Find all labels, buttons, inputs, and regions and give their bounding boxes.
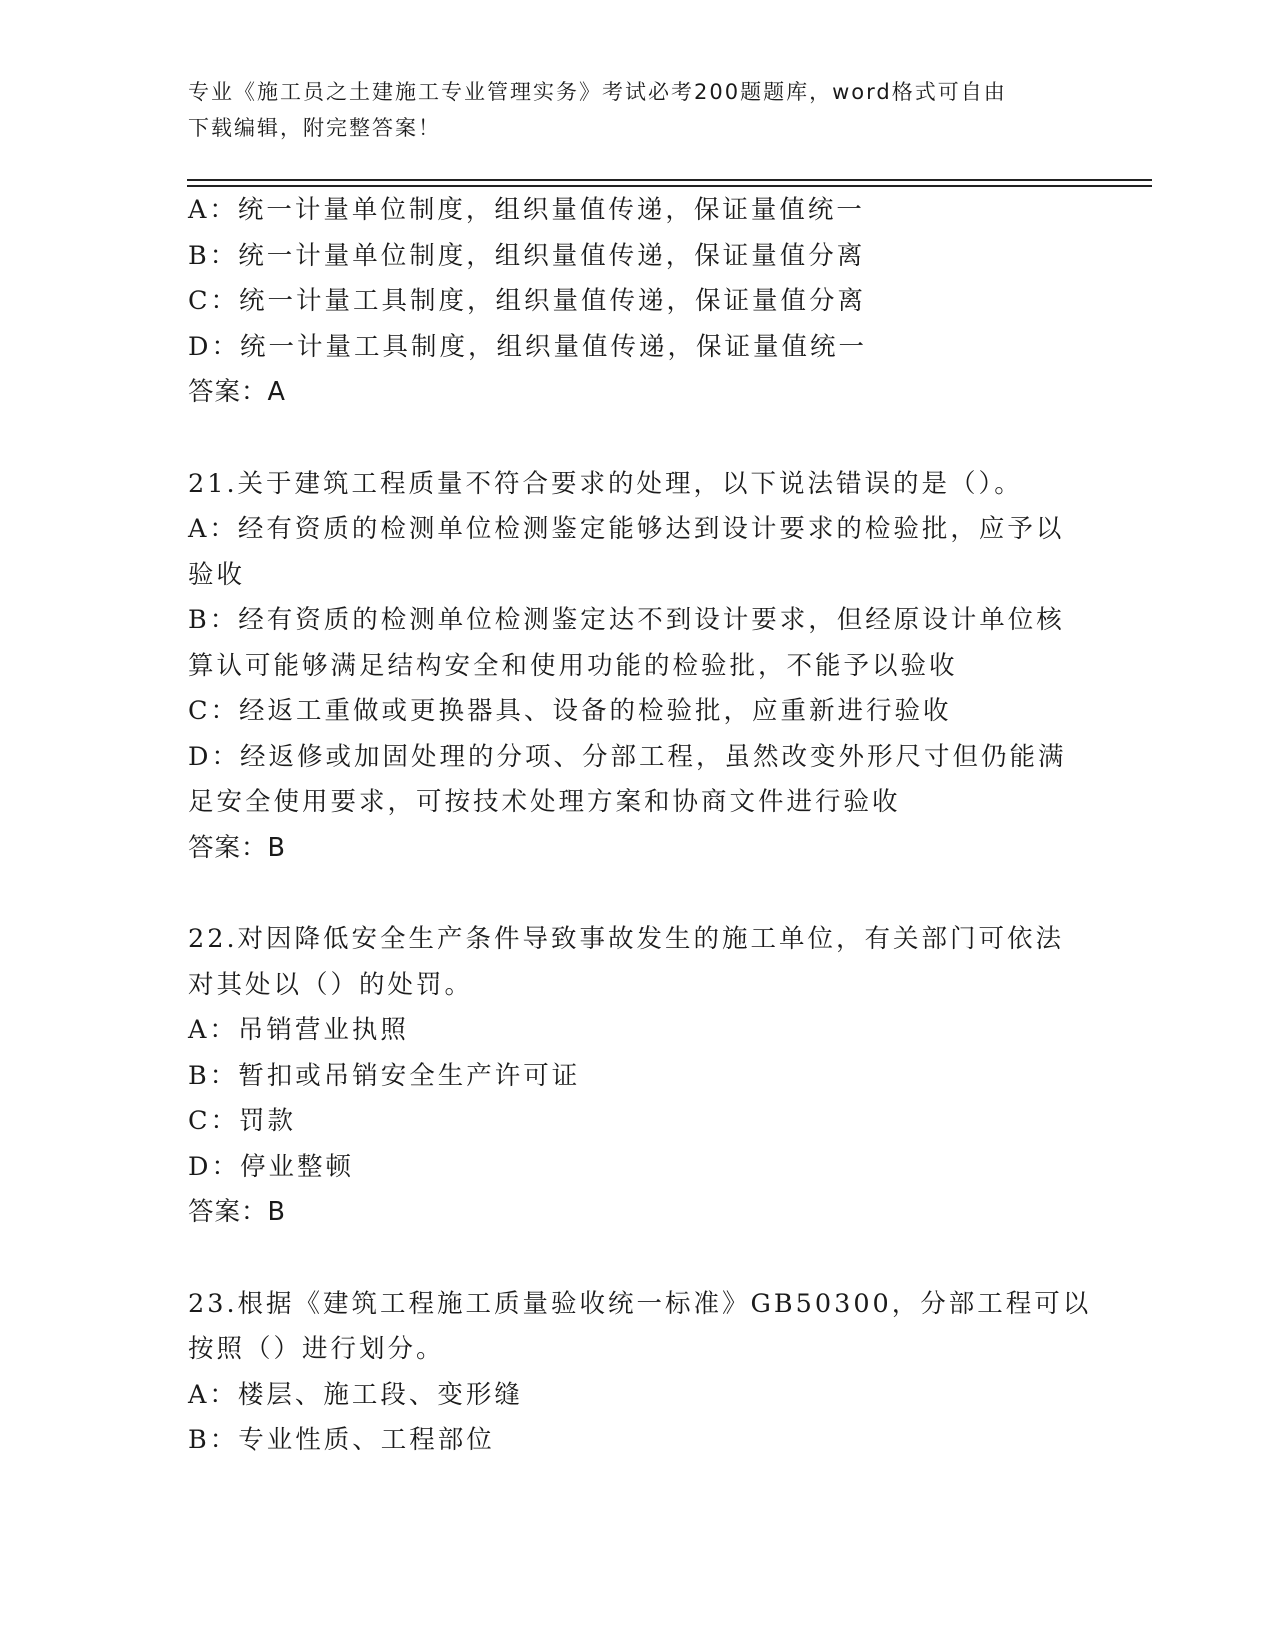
option-a: A：统一计量单位制度，组织量值传递，保证量值统一 xyxy=(188,195,865,225)
option-d: D：经返修或加固处理的分项、分部工程，虽然改变外形尺寸但仍能满 xyxy=(188,741,1067,772)
option-a: A：吊销营业执照 xyxy=(188,1015,409,1045)
question-content xyxy=(188,188,1092,1464)
option-c: C：罚款 xyxy=(188,1106,297,1136)
header-line-2: 下载编辑，附完整答案！ xyxy=(188,116,441,140)
option-b: B：暂扣或吊销安全生产许可证 xyxy=(188,1060,581,1091)
question-20-block xyxy=(188,188,1088,416)
question-text-continued: 对其处以（）的处罚。 xyxy=(188,969,474,1000)
question-21-block xyxy=(188,462,1088,872)
option-a: A：楼层、施工段、变形缝 xyxy=(188,1379,523,1410)
header-rule-top xyxy=(187,179,1152,181)
option-c: C：经返工重做或更换器具、设备的检验批，应重新进行验收 xyxy=(188,696,952,726)
option-b: B：专业性质、工程部位 xyxy=(188,1425,495,1455)
option-d: D：统一计量工具制度，组织量值传递，保证量值统一 xyxy=(188,331,867,362)
question-text: 21.关于建筑工程质量不符合要求的处理，以下说法错误的是（）。 xyxy=(188,468,1023,499)
option-b: B：统一计量单位制度，组织量值传递，保证量值分离 xyxy=(188,240,866,271)
option-a: A：经有资质的检测单位检测鉴定能够达到设计要求的检验批，应予以 xyxy=(188,514,1065,544)
header-rule-bottom xyxy=(187,185,1152,187)
option-d: D：停业整顿 xyxy=(188,1151,354,1182)
question-text: 23.根据《建筑工程施工质量验收统一标准》GB50300，分部工程可以 xyxy=(188,1288,1092,1319)
question-23-block xyxy=(188,1282,1092,1464)
option-d-continued: 足安全使用要求，可按技术处理方案和协商文件进行验收 xyxy=(188,787,901,817)
option-a-continued: 验收 xyxy=(188,559,246,590)
option-c: C：统一计量工具制度，组织量值传递，保证量值分离 xyxy=(188,286,867,316)
header-line-1: 专业《施工员之土建施工专业管理实务》考试必考200题题库，word格式可自由 xyxy=(188,80,1007,104)
option-b-continued: 算认可能够满足结构安全和使用功能的检验批，不能予以验收 xyxy=(188,650,958,681)
question-22-block xyxy=(188,917,1088,1236)
answer: 答案：B xyxy=(188,832,286,863)
question-text: 22.对因降低安全生产条件导致事故发生的施工单位，有关部门可依法 xyxy=(188,924,1065,954)
option-b: B：经有资质的检测单位检测鉴定达不到设计要求，但经原设计单位核 xyxy=(188,605,1065,635)
document-header xyxy=(188,74,1068,146)
question-text-continued: 按照（）进行划分。 xyxy=(188,1334,445,1364)
answer: 答案：B xyxy=(188,1197,286,1227)
answer: 答案：A xyxy=(188,377,286,407)
